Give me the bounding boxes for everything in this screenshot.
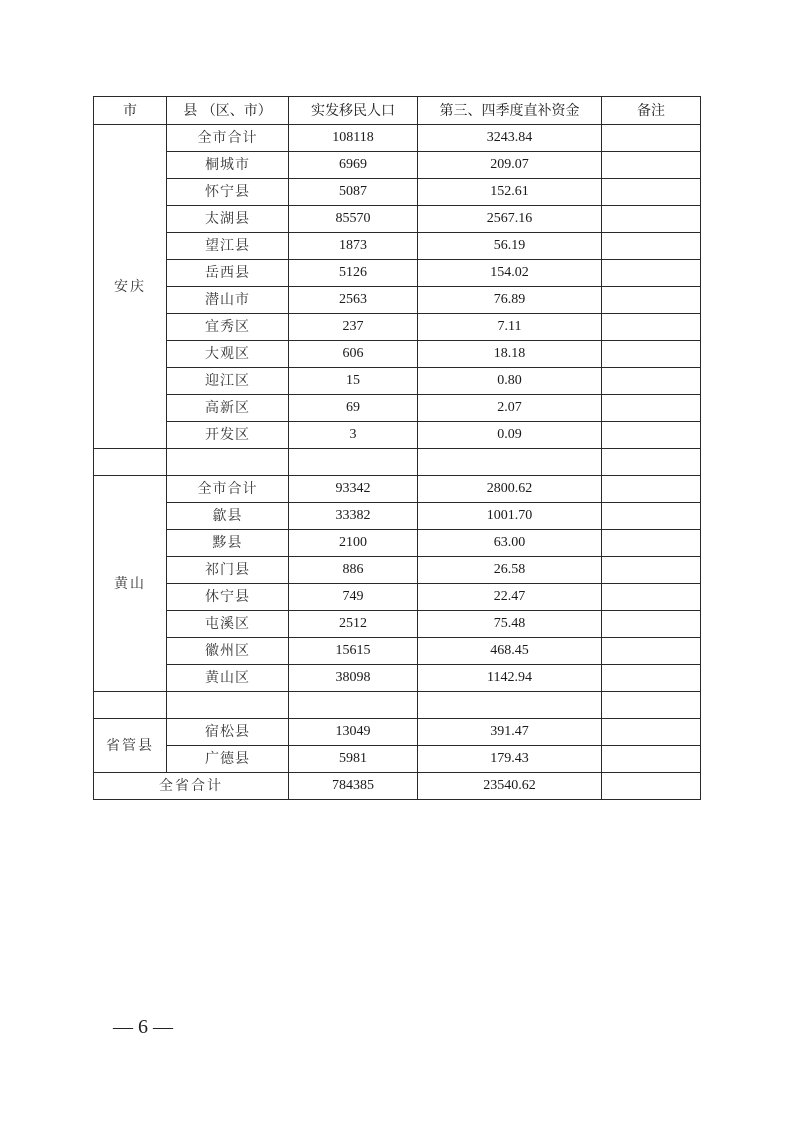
population-cell: 5126 (289, 260, 418, 287)
note-cell (602, 287, 701, 314)
population-cell: 5087 (289, 179, 418, 206)
funds-cell: 468.45 (418, 638, 602, 665)
table-row (94, 665, 701, 692)
table-row (94, 719, 701, 746)
funds-cell: 56.19 (418, 233, 602, 260)
blank-cell (602, 692, 701, 719)
county-cell: 广德县 (167, 746, 289, 773)
county-cell: 休宁县 (167, 584, 289, 611)
population-cell: 6969 (289, 152, 418, 179)
county-cell: 岳西县 (167, 260, 289, 287)
total-funds: 23540.62 (418, 773, 602, 800)
population-cell: 2100 (289, 530, 418, 557)
population-cell: 93342 (289, 476, 418, 503)
population-cell: 15 (289, 368, 418, 395)
population-cell: 108118 (289, 125, 418, 152)
county-cell: 徽州区 (167, 638, 289, 665)
total-label: 全省合计 (94, 773, 289, 800)
population-cell: 3 (289, 422, 418, 449)
note-cell (602, 395, 701, 422)
header-population: 实发移民人口 (289, 97, 418, 125)
table-body (94, 125, 701, 800)
blank-cell (418, 692, 602, 719)
city-cell: 省管县 (94, 719, 167, 773)
note-cell (602, 368, 701, 395)
county-cell: 祁门县 (167, 557, 289, 584)
county-cell: 望江县 (167, 233, 289, 260)
table-row (94, 638, 701, 665)
note-cell (602, 476, 701, 503)
population-cell: 69 (289, 395, 418, 422)
table-row (94, 206, 701, 233)
funds-cell: 63.00 (418, 530, 602, 557)
note-cell (602, 260, 701, 287)
table-row (94, 152, 701, 179)
funds-cell: 2.07 (418, 395, 602, 422)
population-cell: 33382 (289, 503, 418, 530)
funds-cell: 154.02 (418, 260, 602, 287)
note-cell (602, 233, 701, 260)
note-cell (602, 530, 701, 557)
county-cell: 高新区 (167, 395, 289, 422)
blank-cell (94, 692, 167, 719)
blank-cell (94, 449, 167, 476)
funds-cell: 2567.16 (418, 206, 602, 233)
population-cell: 606 (289, 341, 418, 368)
blank-cell (602, 449, 701, 476)
blank-cell (167, 449, 289, 476)
note-cell (602, 584, 701, 611)
table-row (94, 368, 701, 395)
table-row (94, 611, 701, 638)
county-cell: 迎江区 (167, 368, 289, 395)
blank-cell (418, 449, 602, 476)
population-cell: 2563 (289, 287, 418, 314)
note-cell (602, 611, 701, 638)
note-cell (602, 746, 701, 773)
migrant-subsidy-table (93, 96, 701, 800)
population-cell: 5981 (289, 746, 418, 773)
note-cell (602, 503, 701, 530)
population-cell: 237 (289, 314, 418, 341)
funds-cell: 152.61 (418, 179, 602, 206)
header-note: 备注 (602, 97, 701, 125)
county-cell: 太湖县 (167, 206, 289, 233)
population-cell: 15615 (289, 638, 418, 665)
note-cell (602, 125, 701, 152)
blank-row (94, 692, 701, 719)
funds-cell: 2800.62 (418, 476, 602, 503)
blank-cell (289, 449, 418, 476)
population-cell: 2512 (289, 611, 418, 638)
county-cell: 潜山市 (167, 287, 289, 314)
table-row (94, 530, 701, 557)
funds-cell: 391.47 (418, 719, 602, 746)
county-cell: 屯溪区 (167, 611, 289, 638)
table-row (94, 125, 701, 152)
population-cell: 749 (289, 584, 418, 611)
funds-cell: 179.43 (418, 746, 602, 773)
population-cell: 13049 (289, 719, 418, 746)
table-row (94, 287, 701, 314)
funds-cell: 22.47 (418, 584, 602, 611)
note-cell (602, 341, 701, 368)
county-cell: 歙县 (167, 503, 289, 530)
total-row (94, 773, 701, 800)
county-cell: 宜秀区 (167, 314, 289, 341)
table-row (94, 584, 701, 611)
note-cell (602, 152, 701, 179)
total-note (602, 773, 701, 800)
table-row (94, 260, 701, 287)
table-row (94, 233, 701, 260)
note-cell (602, 638, 701, 665)
population-cell: 1873 (289, 233, 418, 260)
funds-cell: 1142.94 (418, 665, 602, 692)
city-cell: 安庆 (94, 125, 167, 449)
population-cell: 38098 (289, 665, 418, 692)
funds-cell: 26.58 (418, 557, 602, 584)
total-population: 784385 (289, 773, 418, 800)
county-cell: 怀宁县 (167, 179, 289, 206)
page-number: — 6 — (113, 1016, 173, 1038)
note-cell (602, 665, 701, 692)
county-cell: 开发区 (167, 422, 289, 449)
funds-cell: 0.09 (418, 422, 602, 449)
table-row (94, 746, 701, 773)
funds-cell: 0.80 (418, 368, 602, 395)
table-row (94, 476, 701, 503)
blank-row (94, 449, 701, 476)
county-cell: 黄山区 (167, 665, 289, 692)
note-cell (602, 719, 701, 746)
county-cell: 黟县 (167, 530, 289, 557)
table-row (94, 422, 701, 449)
county-cell: 全市合计 (167, 125, 289, 152)
note-cell (602, 179, 701, 206)
funds-cell: 7.11 (418, 314, 602, 341)
table-row (94, 314, 701, 341)
table-row (94, 503, 701, 530)
funds-cell: 75.48 (418, 611, 602, 638)
county-cell: 大观区 (167, 341, 289, 368)
header-row (94, 97, 701, 125)
funds-cell: 209.07 (418, 152, 602, 179)
blank-cell (289, 692, 418, 719)
county-cell: 全市合计 (167, 476, 289, 503)
table-row (94, 395, 701, 422)
funds-cell: 76.89 (418, 287, 602, 314)
city-cell: 黄山 (94, 476, 167, 692)
table-row (94, 557, 701, 584)
header-funds: 第三、四季度直补资金 (418, 97, 602, 125)
note-cell (602, 557, 701, 584)
table-row (94, 341, 701, 368)
funds-cell: 18.18 (418, 341, 602, 368)
county-cell: 宿松县 (167, 719, 289, 746)
note-cell (602, 314, 701, 341)
note-cell (602, 206, 701, 233)
population-cell: 886 (289, 557, 418, 584)
note-cell (602, 422, 701, 449)
blank-cell (167, 692, 289, 719)
funds-cell: 1001.70 (418, 503, 602, 530)
funds-cell: 3243.84 (418, 125, 602, 152)
header-county: 县 （区、市） (167, 97, 289, 125)
population-cell: 85570 (289, 206, 418, 233)
header-city: 市 (94, 97, 167, 125)
table-row (94, 179, 701, 206)
county-cell: 桐城市 (167, 152, 289, 179)
